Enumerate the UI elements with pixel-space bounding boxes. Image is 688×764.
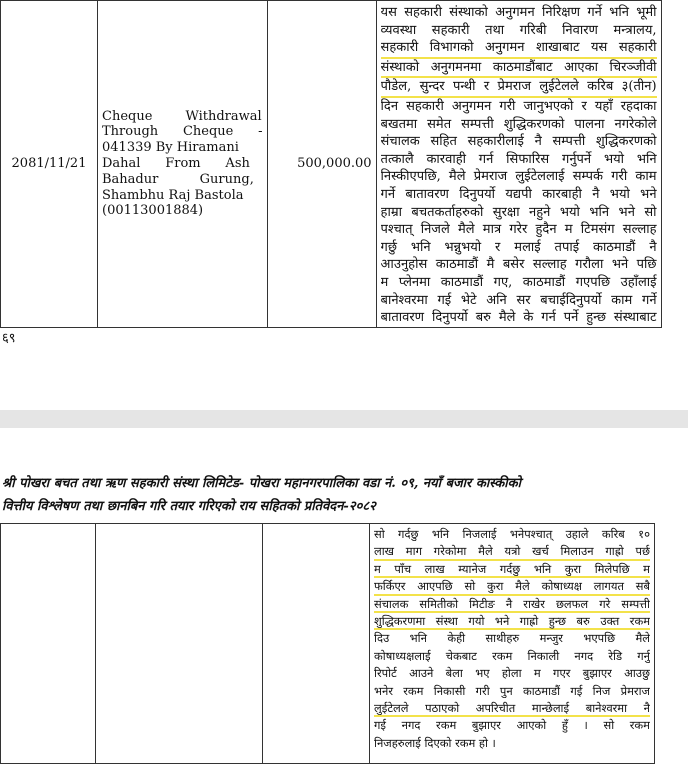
remarks-line: भनेर रकम निकासी गरी पुन काठमाडौं गई निज प्रेमराज: [374, 683, 650, 698]
date-cell: [1, 524, 96, 764]
report-heading: [2, 472, 686, 518]
particulars-line: Through Cheque -: [102, 124, 263, 140]
date-cell: [1, 1, 98, 328]
page-number: ६९: [2, 331, 16, 346]
remarks-line: रिपोर्ट आउने बेला भए होला म गएर बुझाएर आउछु: [374, 666, 650, 681]
particulars-line: Shambhu Raj Bastola: [102, 187, 244, 203]
remarks-line: दिउ भनि केही साथीहरु मन्जुर भएपछि मैले: [374, 631, 650, 646]
date-value: 2081/11/21: [11, 156, 87, 172]
remarks-cell: [376, 1, 661, 328]
remarks-line: व्यवस्था सहकारी तथा गरिबी निवारण मन्त्रालय,: [380, 22, 657, 38]
remarks-line-highlighted: शुद्धिकरणमा संस्था गयो भने गाह्रो हुन्छ बरु उक्त रकम: [374, 613, 650, 630]
remarks-line: पश्चात् निजले मैले मात्र गरेर हुदैन म टिमसंग सल्लाह: [380, 222, 657, 238]
remarks-line-highlighted: पौडेल, सुन्दर पन्थी र प्रेमराज लुईटेलले करिब ३(तीन): [381, 78, 657, 98]
amount-cell: [267, 1, 376, 328]
remarks-line: निजहरुलाई दिएको रकम हो ।: [374, 735, 496, 750]
remarks-line: संचालक सहित सहकारीलाई नै सम्पत्ती शुद्धिकरणको: [380, 134, 657, 150]
ledger-table: [0, 0, 662, 328]
remarks-line: गर्ने बातावरण दिनुपर्यो यद्यपी कारबाही नै भयो भने: [380, 186, 657, 202]
remarks-line: कोषाध्यक्षलाई चेकबाट रकम निकाली नगद रेडि गर्नु: [374, 648, 650, 663]
amount-value: 500,000.00: [297, 156, 372, 172]
particulars-cell: [96, 524, 263, 764]
remarks-line: गई नगद रकम बुझाएर आएको हुँ । सो रकम: [374, 718, 650, 733]
table-row: [1, 1, 662, 328]
remarks-line-highlighted: संस्थाको अनुगमनमा काठमाडौंबाट आएका चिरञ्जीवी: [381, 59, 657, 79]
table-row: [1, 524, 655, 764]
remarks-line: बातावरण दिनुपर्यो बरु मैले के गर्न पर्ने हुन्छ संस्थाबाट: [380, 310, 657, 326]
remarks-line-highlighted: लुईटेलले पठाएको अपरिचीत मान्छेलाई बानेश्वरमा नै: [374, 700, 650, 717]
remarks-line: म प्लेनमा काठमाडौं गए, काठमाडौं गएपछि उहाँलाई: [380, 274, 657, 290]
ledger-table-continued: [0, 523, 655, 764]
report-heading-line2: वित्तीय विश्लेषण तथा छानबिन गरि तयार गरिएको राय सहितको प्रतिवेदन-२०८२: [2, 499, 376, 514]
remarks-line-highlighted: फर्किएर आएपछि सो कुरा मैले कोषाध्यक्ष लागयत सबै: [374, 578, 650, 595]
amount-cell: [263, 524, 370, 764]
particulars-cell: [98, 1, 268, 328]
remarks-line: दिन सहकारी अनुगमन गरी जानुभएको र यहाँ रहदाका: [380, 98, 657, 114]
particulars-line: Cheque Withdrawal: [102, 108, 262, 124]
remarks-line: हाम्रा बचतकर्ताहरुको सुरक्षा नहुने भयो भनि भने सो: [380, 204, 657, 220]
remarks-line: आउनुहोस काठमाडौं मै बसेर सल्लाह गरौला भने पछि: [380, 257, 657, 273]
remarks-line: सो गर्दछु भनि निजलाई भनेपश्चात् उहाले करिब १०: [374, 527, 650, 541]
remarks-line-highlighted: संचालक समितीको मिटीङ नै राखेर छलफल गरे सम्पत्ती: [374, 596, 650, 613]
report-heading-line1: श्री पोखरा बचत तथा ऋण सहकारी संस्था लिमिटेड- पोखरा महानगरपालिका वडा नं. ०९, नयाँ बजार कास्कीको: [2, 476, 521, 491]
remarks-line-highlighted: सहकारी विभागको अनुगमन शाखाबाट यस सहकारी: [381, 39, 657, 59]
particulars-line: Bahadur Gurung,: [102, 171, 254, 187]
remarks-line: तत्कालै कारवाही गर्न सिफारिस गर्नुपर्ने भयो भनि: [380, 151, 657, 167]
document-page-lower: [0, 428, 688, 756]
remarks-line: निस्कीएपछि, मैले प्रेमराज लुईटेललाई सम्पर्क गरी काम: [380, 169, 657, 185]
particulars-line: 041339 By Hiramani: [102, 140, 239, 156]
particulars-line: Dahal From Ash: [102, 155, 250, 171]
remarks-line: यस सहकारी संस्थाको अनुगमन निरिक्षण गर्ने भनि भूमी: [380, 5, 657, 20]
remarks-line: बानेश्वरमा गई भेटे अनि सर बचाईदिनुपर्यो काम गर्ने: [380, 292, 657, 308]
page-separator: [0, 410, 688, 428]
remarks-line-highlighted: लाख माग गरेकोमा मैले यत्रो खर्च मिलाउन गाह्रो पर्छ: [374, 543, 650, 560]
remarks-line-highlighted: म पाँच लाख म्यानेज गर्दछु भनि कुरा मिलेपछि म: [374, 561, 650, 578]
remarks-line: बखतमा समेत सम्पत्ती शुद्धिकरणको पालना नगरेकोले: [380, 116, 657, 132]
remarks-cell-continued: [370, 524, 655, 764]
remarks-line: गर्छु भनि भन्नुभयो र मलाई तपाई काठमाडौं नै: [380, 239, 657, 255]
particulars-line: (00113001884): [102, 203, 204, 219]
